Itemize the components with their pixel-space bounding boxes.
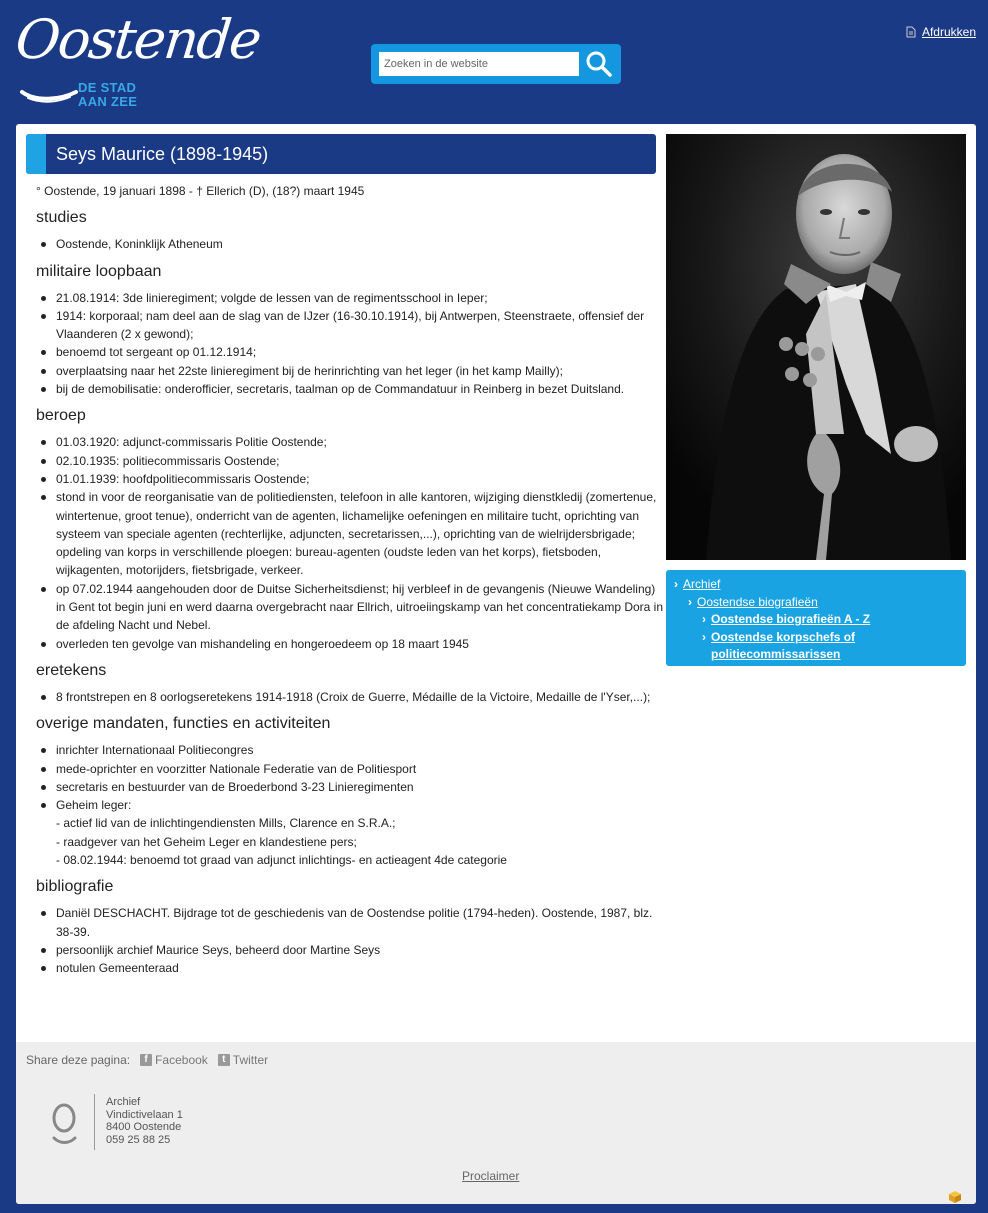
- list-item: benoemd tot sergeant op 01.12.1914;: [36, 343, 666, 361]
- nav-item-biografieen[interactable]: [688, 594, 958, 612]
- list-item: op 07.02.1944 aangehouden door de Duitse Sicherheitsdienst; hij verbleef in de gevangenis (Nieuwe Wandeling) in Gent tot begin juni en werd daarna overgebracht naar Ellrich, uitroeiingskamp van het concentratiekamp Dora in de afdeling Nacht und Nebel.: [36, 580, 666, 635]
- list-item: 01.03.1920: adjunct-commissaris Politie Oostende;: [36, 433, 666, 451]
- list-item: bij de demobilisatie: onderofficier, secretaris, taalman op de Commandatuur in Reinberg in bezet Duitsland.: [36, 380, 666, 398]
- list-item: Daniël DESCHACHT. Bijdrage tot de geschiedenis van de Oostendse politie (1794-heden). Oostende, 1987, blz. 38-39.: [36, 904, 666, 941]
- twitter-label: Twitter: [232, 1053, 269, 1067]
- list-item: Geheim leger: - actief lid van de inlichtingendiensten Mills, Clarence en S.R.A.; - raadgever van het Geheim Leger en klandestiene pers; - 08.02.1944: benoemd tot graad van adjunct inlichtings- en actieagent 4de categorie: [36, 796, 666, 869]
- list-item: 8 frontstrepen en 8 oorlogseretekens 1914-1918 (Croix de Guerre, Médaille de la Victoire, Medaille de l'Yser,...);: [36, 688, 666, 706]
- list-item: 01.01.1939: hoofdpolitiecommissaris Oostende;: [36, 470, 666, 488]
- address-phone: 059 25 88 25: [106, 1133, 171, 1146]
- list-item: overleden ten gevolge van mishandeling en hongeroedeem op 18 maart 1945: [36, 635, 666, 653]
- search-input[interactable]: [379, 52, 579, 76]
- list-item: 02.10.1935: politiecommissaris Oostende;: [36, 452, 666, 470]
- list-item: overplaatsing naar het 22ste linieregiment bij de herinrichting van het leger (in het kamp Mailly);: [36, 362, 666, 380]
- portrait-photo: [666, 134, 966, 560]
- page-title: Seys Maurice (1898-1945): [56, 144, 269, 164]
- list-item: persoonlijk archief Maurice Seys, beheerd door Martine Seys: [36, 941, 666, 959]
- facebook-label: Facebook: [155, 1053, 208, 1067]
- list-item: 1914: korporaal; nam deel aan de slag van de IJzer (16-30.10.1914), bij Antwerpen, Steenstraete, offensief der Vlaanderen (2 x gewond);: [36, 307, 666, 344]
- search-box: [371, 44, 621, 84]
- title-bar: [26, 134, 656, 174]
- content-panel: [16, 124, 976, 1204]
- section-heading: eretekens: [36, 661, 107, 679]
- list-item: inrichter Internationaal Politiecongres: [36, 741, 666, 759]
- document-icon: [906, 26, 916, 38]
- proclaimer-link[interactable]: Proclaimer: [462, 1169, 520, 1183]
- nav-item-archief[interactable]: [674, 576, 958, 594]
- logo-tagline: [78, 81, 137, 109]
- section-heading: beroep: [36, 407, 86, 425]
- print-label: Afdrukken: [921, 25, 976, 39]
- nav-link-biografieen[interactable]: Oostendse biografieën: [697, 594, 818, 609]
- list-item: 21.08.1914: 3de linieregiment; volgde de lessen van de regimentsschool in Ieper;: [36, 289, 666, 307]
- site-logo[interactable]: [12, 8, 263, 112]
- nav-item-biografieen-a-z[interactable]: [702, 611, 958, 629]
- address-name: Archief: [106, 1096, 141, 1108]
- list-item: secretaris en bestuurder van de Broederbond 3-23 Linieregimenten: [36, 778, 666, 796]
- nav-link-biografieen-a-z[interactable]: Oostendse biografieën A - Z: [711, 612, 871, 626]
- section-list: [36, 235, 666, 253]
- twitter-icon: t: [218, 1054, 230, 1066]
- address-street: Vindictivelaan 1: [106, 1108, 183, 1121]
- list-item: Oostende, Koninklijk Atheneum: [36, 235, 666, 253]
- footer-divider: [94, 1094, 95, 1150]
- nav-link-korpschefs[interactable]: Oostendse korpschefs of politiecommissarissen: [711, 629, 856, 661]
- main-content: [36, 182, 666, 978]
- nav-link-archief[interactable]: Archief: [683, 577, 721, 591]
- section-list: [36, 688, 666, 706]
- section-heading: overige mandaten, functies en activiteiten: [36, 715, 331, 733]
- list-item: stond in voor de reorganisatie van de politiediensten, telefoon in alle kantoren, wijziging dienstkledij (zomertenue, wintertenue, groot tenue), onderricht van de agenten, lichamelijke oefeningen en militaire tucht, oprichting van systeem van speciale agenten (rechterlijke, adjuncten, secretarissen,...), oprichting van de wielrijdersbrigade; opdeling van korps in verschillende ploegen: bureau-agenten (oudste leden van het korps), fietsboden, wijkagenten, motorijders, fietsbrigade, verkeer.: [36, 488, 666, 579]
- search-button[interactable]: [584, 50, 614, 78]
- tagline-line1: DE STAD: [78, 80, 137, 95]
- sections: [36, 208, 666, 977]
- address-block: [106, 1096, 183, 1146]
- section-heading: militaire loopbaan: [36, 262, 162, 280]
- list-item: mede-oprichter en voorzitter Nationale Federatie van de Politiesport: [36, 760, 666, 778]
- title-accent: [26, 134, 46, 174]
- list-item: notulen Gemeenteraad: [36, 959, 666, 977]
- section-heading: studies: [36, 209, 87, 227]
- share-bar: [26, 1053, 268, 1067]
- section-list: [36, 433, 666, 653]
- breadcrumb-nav: [666, 570, 966, 666]
- footer: [16, 1042, 976, 1204]
- footer-logo-icon: [51, 1102, 77, 1146]
- section-list: [36, 289, 666, 399]
- facebook-icon: f: [140, 1054, 152, 1066]
- cube-icon[interactable]: [948, 1190, 962, 1204]
- birth-death-line: ° Oostende, 19 januari 1898 - † Ellerich (D), (18?) maart 1945: [36, 184, 365, 198]
- address-city: 8400 Oostende: [106, 1121, 182, 1134]
- print-link[interactable]: [906, 25, 976, 39]
- section-heading: bibliografie: [36, 878, 114, 896]
- section-list: [36, 904, 666, 977]
- tagline-line2: AAN ZEE: [78, 94, 138, 109]
- portrait-image: [666, 134, 966, 560]
- share-label: Share deze pagina:: [26, 1053, 131, 1067]
- share-facebook[interactable]: [140, 1053, 208, 1067]
- logo-wordmark: Oostende: [12, 8, 263, 71]
- search-icon: [584, 50, 614, 78]
- section-list: [36, 741, 666, 869]
- nav-item-korpschefs[interactable]: [702, 629, 958, 664]
- share-twitter[interactable]: [218, 1053, 268, 1067]
